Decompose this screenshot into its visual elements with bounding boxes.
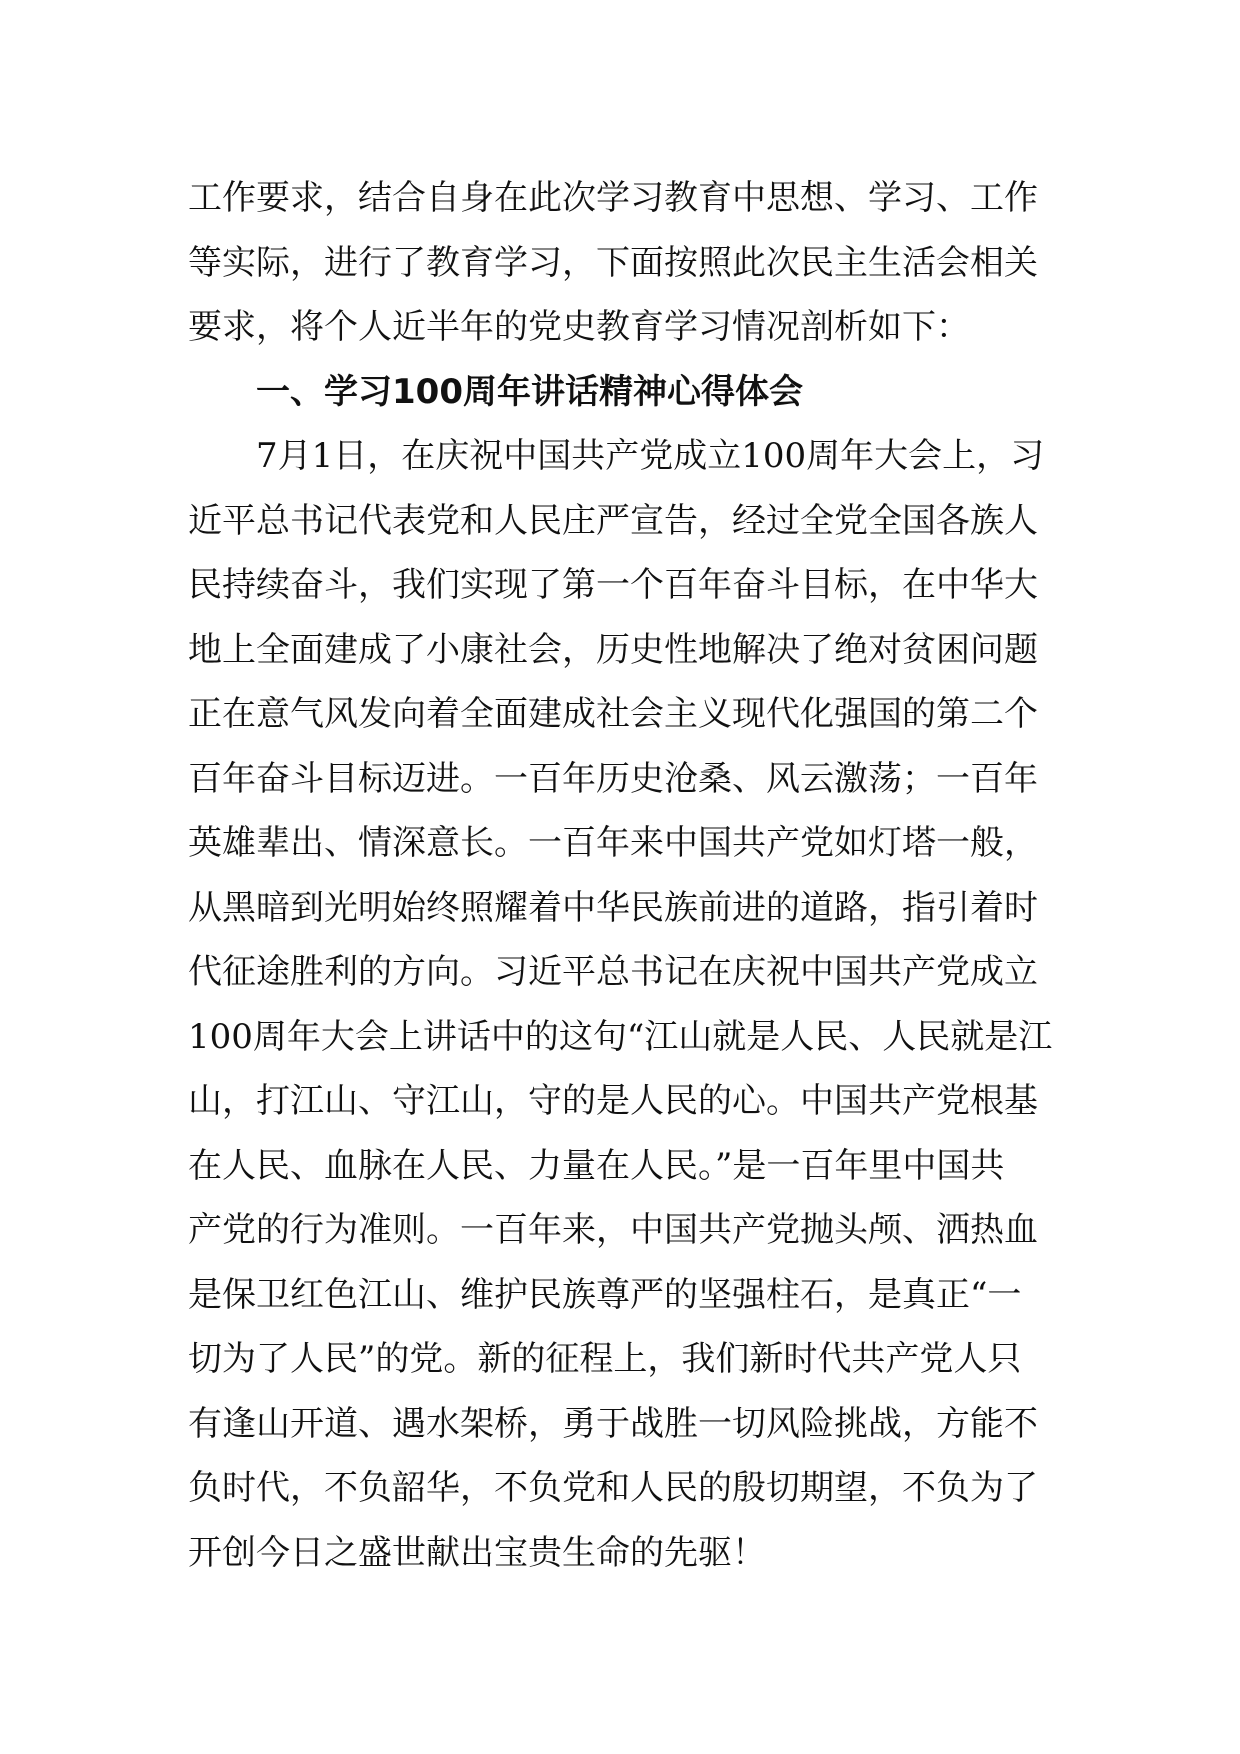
paragraph-line: 山，打江山、守江山，守的是人民的心。中国共产党根基 [188, 1081, 1038, 1121]
paragraph-line: 开创今日之盛世献出宝贵生命的先驱！ [188, 1532, 766, 1573]
paragraph-line: 从黑暗到光明始终照耀着中华民族前进的道路，指引着时 [188, 887, 1038, 928]
paragraph-line: 100周年大会上讲话中的这句“江山就是人民、人民就是江 [188, 1016, 1053, 1057]
intro-line: 工作要求，结合自身在此次学习教育中思想、学习、工作 [188, 178, 1038, 218]
paragraph-line: 7月1日，在庆祝中国共产党成立100周年大会上，习 [256, 436, 1045, 476]
paragraph-line: 百年奋斗目标迈进。一百年历史沧桑、风云激荡；一百年 [188, 758, 1038, 799]
paragraph-line: 切为了人民”的党。新的征程上，我们新时代共产党人只 [188, 1339, 1022, 1379]
paragraph-line: 英雄辈出、情深意长。一百年来中国共产党如灯塔一般， [188, 823, 1038, 863]
section-heading: 一、学习100周年讲话精神心得体会 [256, 371, 803, 412]
paragraph-line: 代征途胜利的方向。习近平总书记在庆祝中国共产党成立 [188, 952, 1038, 992]
document-body [188, 166, 1056, 1585]
paragraph-line: 是保卫红色江山、维护民族尊严的坚强柱石，是真正“一 [188, 1274, 1022, 1315]
paragraph-line: 民持续奋斗，我们实现了第一个百年奋斗目标，在中华大 [188, 565, 1038, 605]
paragraph-line: 地上全面建成了小康社会，历史性地解决了绝对贫困问题 [188, 629, 1038, 670]
paragraph-line: 在人民、血脉在人民、力量在人民。”是一百年里中国共 [188, 1145, 1005, 1186]
paragraph-line: 近平总书记代表党和人民庄严宣告，经过全党全国各族人 [188, 500, 1038, 541]
paragraph-line: 负时代，不负韶华，不负党和人民的殷切期望，不负为了 [188, 1468, 1038, 1508]
paragraph-line: 产党的行为准则。一百年来，中国共产党抛头颅、洒热血 [188, 1210, 1038, 1250]
paragraph-line: 正在意气风发向着全面建成社会主义现代化强国的第二个 [188, 694, 1038, 734]
intro-line: 等实际，进行了教育学习，下面按照此次民主生活会相关 [188, 242, 1038, 283]
intro-line: 要求，将个人近半年的党史教育学习情况剖析如下： [188, 307, 970, 347]
paragraph-line: 有逢山开道、遇水架桥，勇于战胜一切风险挑战，方能不 [188, 1403, 1038, 1444]
